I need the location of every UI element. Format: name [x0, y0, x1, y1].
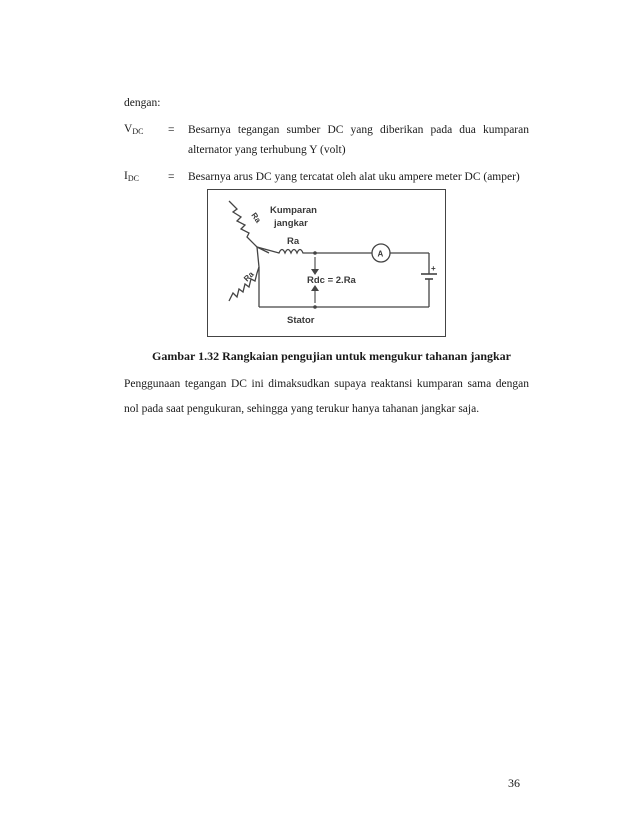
label-ra: Ra — [287, 236, 300, 247]
ammeter-label: A — [377, 249, 384, 259]
circuit-figure — [207, 189, 446, 337]
definition-symbol-idc: $I_{DC}$ — [124, 170, 139, 183]
label-ra-upper-winding: Ra — [249, 210, 263, 225]
figure-border — [208, 190, 446, 337]
intro-text: dengan: — [124, 97, 161, 109]
label-jangkar: jangkar — [274, 218, 308, 229]
page-number: 36 — [508, 776, 520, 790]
definition-idc-line1: Besarnya arus DC yang tercatat oleh alat uku ampere meter DC (amper) — [188, 171, 520, 183]
label-stator: Stator — [287, 315, 315, 326]
battery-plus: + — [431, 264, 436, 273]
label-kumparan: Kumparan — [270, 205, 317, 216]
definition-equals-2: = — [168, 171, 175, 183]
label-ra-lower-winding: Ra — [242, 269, 256, 284]
definition-vdc-line1: Besarnya tegangan sumber DC yang diberikan pada dua kumparan — [188, 124, 529, 136]
definition-symbol-vdc: $V_{DC}$ — [124, 123, 144, 136]
figure-caption: Gambar 1.32 Rangkaian pengujian untuk mengukur tahanan jangkar — [152, 349, 511, 363]
paragraph-line-2: nol pada saat pengukuran, sehingga yang terukur hanya tahanan jangkar saja. — [124, 403, 480, 415]
circuit-diagram — [207, 189, 446, 337]
label-rdc: Rdc = 2.Ra — [307, 275, 356, 286]
definition-vdc-line2: alternator yang terhubung Y (volt) — [188, 144, 346, 156]
paragraph-line-1: Penggunaan tegangan DC ini dimaksudkan supaya reaktansi kumparan sama dengan — [124, 378, 529, 390]
definition-equals-1: = — [168, 124, 175, 136]
